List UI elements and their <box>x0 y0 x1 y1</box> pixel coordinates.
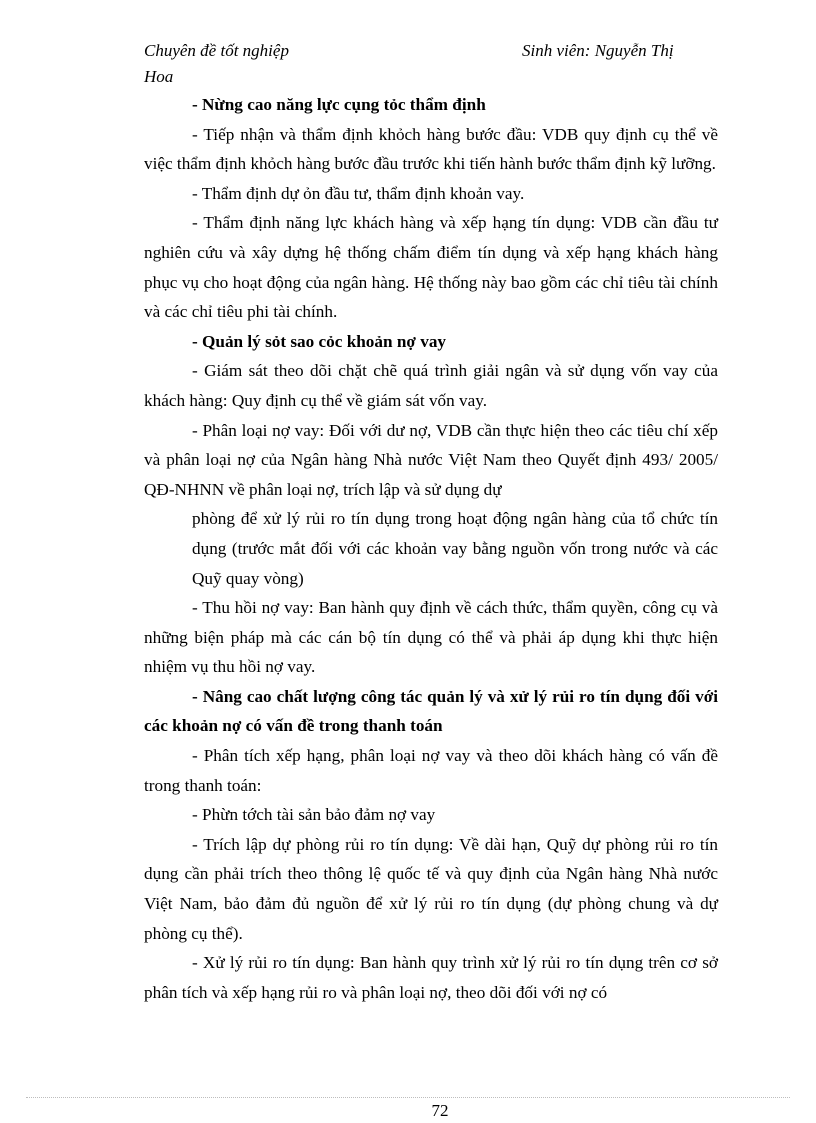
paragraph: - Thu hồi nợ vay: Ban hành quy định về cách thức, thẩm quyền, công cụ và những biện pháp mà các cán bộ tín dụng có thể và phải áp dụng khi thực hiện nhiệm vụ thu hồi nợ vay. <box>144 598 718 677</box>
paragraph: - Phân loại nợ vay: Đối với dư nợ, VDB cần thực hiện theo các tiêu chí xếp và phân loại nợ của Ngân hàng Nhà nước Việt Nam theo Quyết định 493/ 2005/ QĐ-NHNN về phân loại nợ, trích lập và sử dụng dự <box>144 420 718 499</box>
paragraph: - Phừn tớch tài sản bảo đảm nợ vay <box>192 805 436 825</box>
document-body <box>144 90 718 1007</box>
paragraph: - Giám sát theo dõi chặt chẽ quá trình giải ngân và sử dụng vốn vay của khách hàng: Quy định cụ thể về giám sát vốn vay. <box>144 361 718 410</box>
header-student-name-wrap: Hoa <box>144 67 174 86</box>
paragraph: - Phân tích xếp hạng, phân loại nợ vay và theo dõi khách hàng có vấn đề trong thanh toán: <box>144 746 718 795</box>
paragraph: - Tiếp nhận và thẩm định khỏch hàng bước đầu: VDB quy định cụ thể về việc thẩm định khỏch hàng bước đầu trước khi tiến hành bước thẩm định kỹ lưỡng. <box>144 124 718 174</box>
paragraph: - Trích lập dự phòng rủi ro tín dụng: Về dài hạn, Quỹ dự phòng rủi ro tín dụng cần phải trích theo thông lệ quốc tế và quy định của Ngân hàng Nhà nước Việt Nam, bảo đảm đủ nguồn để xử lý rủi ro tín dụng (dự phòng chung và dự phòng cụ thể). <box>144 834 718 943</box>
page-number: 72 <box>431 1101 449 1120</box>
section-heading: - Nâng cao chất lượng công tác quản lý và xử lý rủi ro tín dụng đối với các khoản nợ có vấn đề trong thanh toán <box>144 686 718 736</box>
running-header-left <box>144 38 444 90</box>
paragraph: - Thẩm định dự ỏn đầu tư, thẩm định khoản vay. <box>192 183 525 203</box>
footer-divider <box>26 1097 790 1098</box>
paragraph: - Thẩm định năng lực khách hàng và xếp hạng tín dụng: VDB cần đầu tư nghiên cứu và xây dựng hệ thống chấm điểm tín dụng và xếp hạng khách hàng phục vụ cho hoạt động của ngân hàng. Hệ thống này bao gồm các chỉ tiêu tài chính và các chỉ tiêu phi tài chính. <box>144 213 718 322</box>
section-heading: - Nừng cao năng lực cụng tỏc thẩm định <box>192 95 486 114</box>
section-heading: - Quản lý sỏt sao cỏc khoản nợ vay <box>192 331 447 351</box>
running-header-right: Sinh viên: Nguyễn Thị <box>522 41 674 60</box>
header-course-title: Chuyên đề tốt nghiệp <box>144 41 289 60</box>
paragraph: - Xử lý rủi ro tín dụng: Ban hành quy trình xử lý rủi ro tín dụng trên cơ sở phân tích và xếp hạng rủi ro và phân loại nợ, theo dõi đối với nợ có <box>144 953 718 1002</box>
paragraph-continued: phòng để xử lý rủi ro tín dụng trong hoạt động ngân hàng của tổ chức tín dụng (trước mắt đối với các khoản vay bằng nguồn vốn trong nước và các Quỹ quay vòng) <box>192 509 718 588</box>
